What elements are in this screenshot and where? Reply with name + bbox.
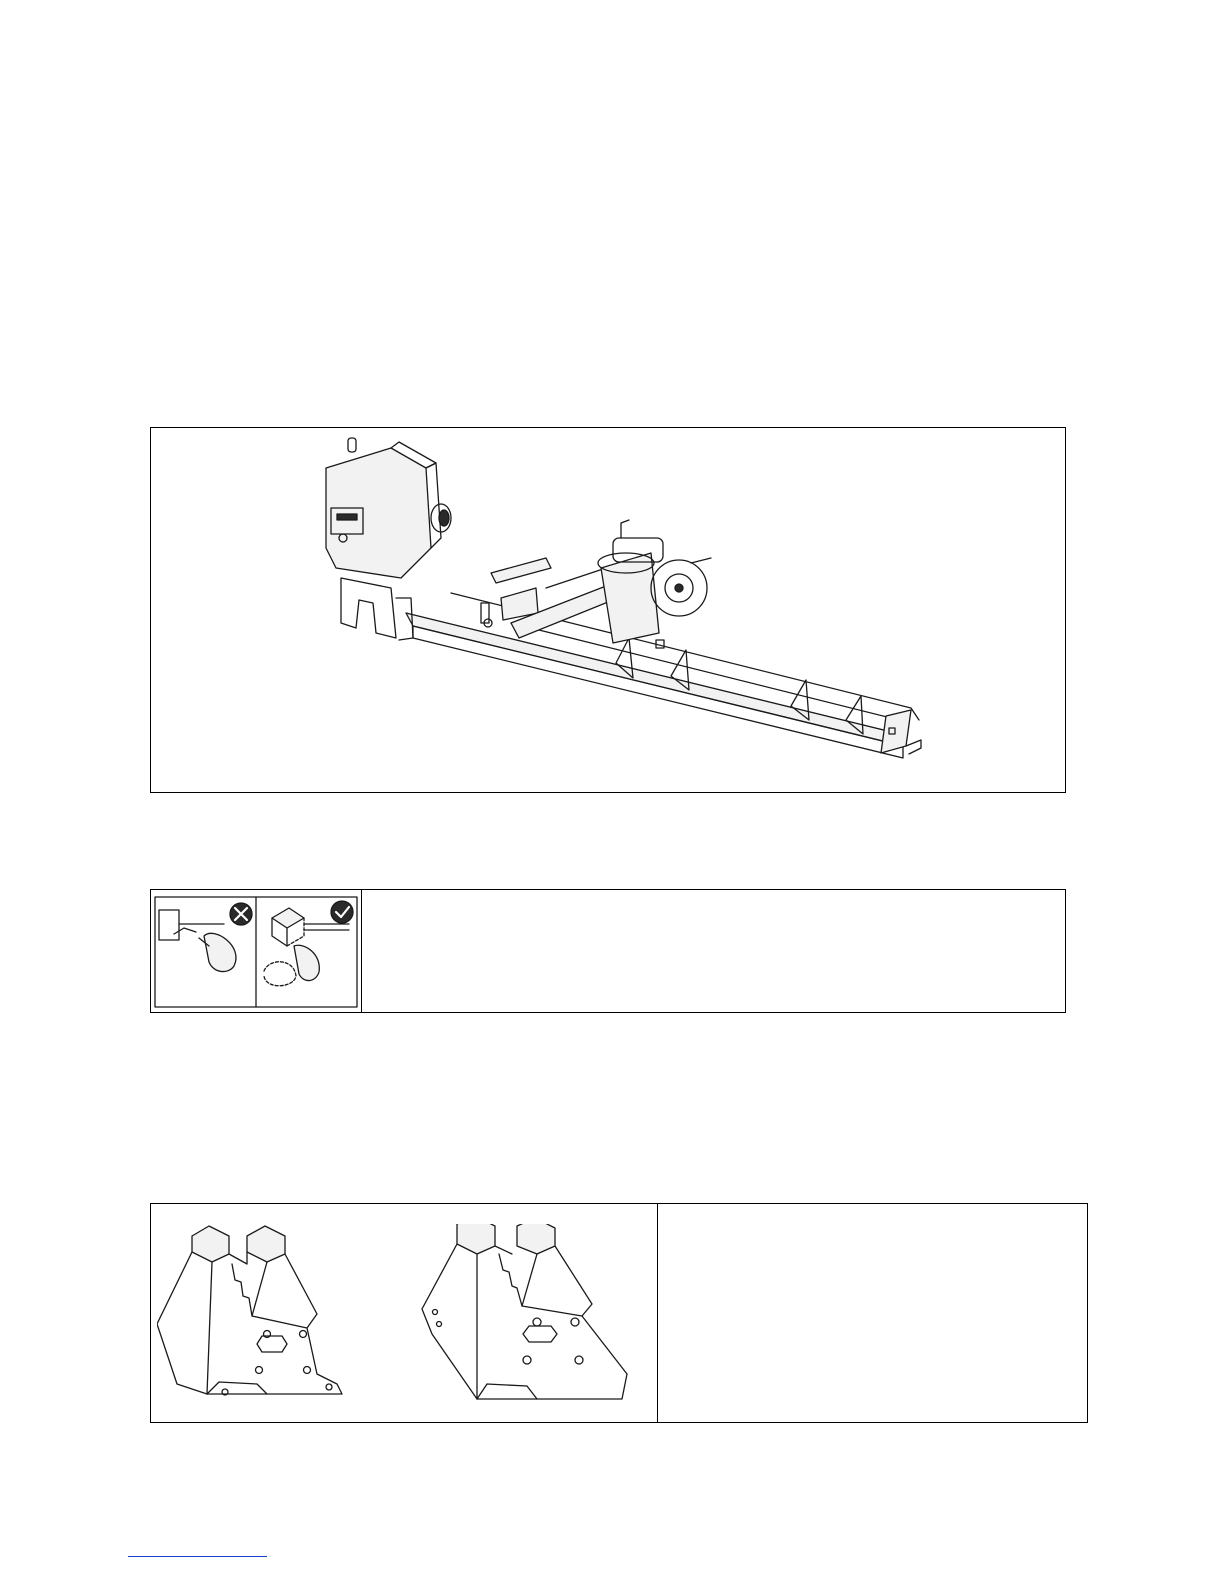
lathe-illustration-icon bbox=[151, 428, 1065, 792]
safety-row-divider bbox=[361, 890, 362, 1012]
bed-feet-divider bbox=[657, 1204, 658, 1422]
footnote-rule bbox=[128, 1556, 267, 1557]
right-bed-foot-icon bbox=[417, 1224, 637, 1424]
safety-row-box bbox=[150, 889, 1066, 1013]
left-bed-foot-icon bbox=[157, 1224, 357, 1414]
check-circle-icon bbox=[331, 901, 353, 923]
lathe-figure-box bbox=[150, 427, 1066, 793]
x-circle-icon bbox=[230, 903, 252, 925]
bed-feet-box bbox=[150, 1203, 1088, 1423]
safety-pictogram-icon bbox=[154, 896, 358, 1008]
